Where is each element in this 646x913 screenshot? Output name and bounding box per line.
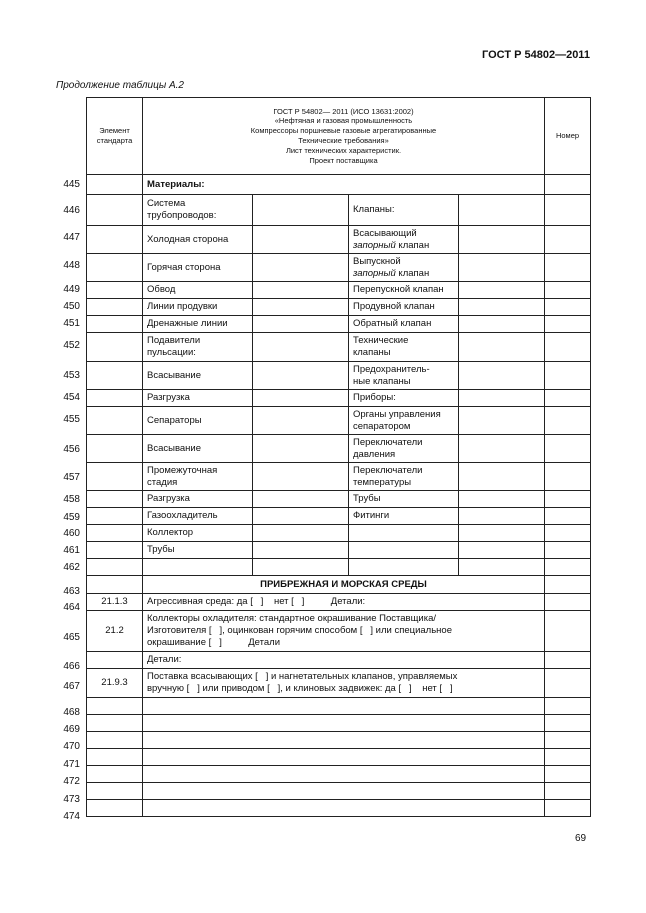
table-row bbox=[87, 175, 591, 195]
row-number: 455 bbox=[63, 414, 80, 425]
table-row: Разгрузка Трубы bbox=[87, 491, 591, 508]
row-number: 465 bbox=[63, 632, 80, 643]
page-number: 69 bbox=[575, 833, 587, 844]
table-row bbox=[87, 559, 591, 576]
header-line: «Нефтяная и газовая промышленность bbox=[274, 116, 413, 126]
empty-row bbox=[87, 766, 591, 783]
row-number: 474 bbox=[63, 811, 80, 822]
table-row: Система трубопроводов: Клапаны: bbox=[87, 195, 591, 226]
table-row: Дренажные линии Обратный клапан bbox=[87, 316, 591, 333]
row-number: 454 bbox=[63, 392, 80, 403]
table-row: Обвод Перепускной клапан bbox=[87, 282, 591, 299]
header-line: ГОСТ Р 54802— 2011 (ИСО 13631:2002) bbox=[273, 106, 414, 116]
row-number: 459 bbox=[63, 512, 80, 523]
header-line: Проект поставщика bbox=[309, 155, 378, 165]
table-row: Подавители пульсации: Технические клапаны bbox=[87, 333, 591, 362]
row-number: 456 bbox=[63, 444, 80, 455]
table-row: Всасывание Предохранитель- ные клапаны bbox=[87, 362, 591, 390]
table-row: 21.1.3 Агрессивная среда: да [ ] нет [ ] Детали: bbox=[87, 594, 591, 611]
empty-row bbox=[87, 715, 591, 732]
empty-row bbox=[87, 732, 591, 749]
row-number: 451 bbox=[63, 318, 80, 329]
empty-row bbox=[87, 698, 591, 715]
row-number: 473 bbox=[63, 794, 80, 805]
row-number: 461 bbox=[63, 545, 80, 556]
table-row: Холодная сторона Всасывающий запорный клапан bbox=[87, 226, 591, 254]
standard-element: 21.9.3 bbox=[87, 669, 143, 698]
row-number: 470 bbox=[63, 741, 80, 752]
header-line: стандарта bbox=[96, 136, 133, 145]
table-row: Сепараторы Органы управления сепаратором bbox=[87, 407, 591, 435]
header-line: Лист технических характеристик. bbox=[285, 145, 402, 155]
header-line: Элемент bbox=[99, 126, 130, 136]
table-row: Коллектор bbox=[87, 525, 591, 542]
table-row: Газоохладитель Фитинги bbox=[87, 508, 591, 525]
marine-section-title: ПРИБРЕЖНАЯ И МОРСКАЯ СРЕДЫ bbox=[143, 576, 545, 594]
table-row: Трубы bbox=[87, 542, 591, 559]
data-table bbox=[86, 97, 591, 817]
row-number: 464 bbox=[63, 602, 80, 613]
table-caption: Продолжение таблицы А.2 bbox=[56, 80, 184, 91]
table-row: Линии продувки Продувной клапан bbox=[87, 299, 591, 316]
table-row: Детали: bbox=[87, 652, 591, 669]
table-row: Разгрузка Приборы: bbox=[87, 390, 591, 407]
row-number: 466 bbox=[63, 661, 80, 672]
empty-row bbox=[87, 783, 591, 800]
table-row: Промежуточная стадия Переключатели температуры bbox=[87, 463, 591, 491]
row-number: 467 bbox=[63, 681, 80, 692]
standard-element: 21.2 bbox=[87, 611, 143, 652]
row-number: 462 bbox=[63, 562, 80, 573]
row-number: 458 bbox=[63, 494, 80, 505]
row-number: 453 bbox=[63, 370, 80, 381]
row-number: 447 bbox=[63, 232, 80, 243]
standard-element: 21.1.3 bbox=[87, 594, 143, 611]
row-number: 452 bbox=[63, 340, 80, 351]
table-row: Горячая сторона Выпускной запорный клапан bbox=[87, 254, 591, 282]
table-row: Всасывание Переключатели давления bbox=[87, 435, 591, 463]
row-number: 457 bbox=[63, 472, 80, 483]
number-column-header: Номер bbox=[545, 98, 591, 175]
row-number: 445 bbox=[63, 179, 80, 190]
row-number: 446 bbox=[63, 205, 80, 216]
row-number: 471 bbox=[63, 759, 80, 770]
row-number: 449 bbox=[63, 284, 80, 295]
table-row: 21.2 Коллекторы охладителя: стандартное окрашивание Поставщика/ Изготовителя [ ], оцинкован горячим способом [ ] или специальное окрашивание [ ] Детали bbox=[87, 611, 591, 652]
empty-row bbox=[87, 749, 591, 766]
table-row: 21.9.3 Поставка всасывающих [ ] и нагнетательных клапанов, управляемых вручную [ ] или приводом [ ], и клиновых задвижек: да [ ] нет [ ] bbox=[87, 669, 591, 698]
header-line: Технические требования» bbox=[298, 136, 389, 145]
row-number: 460 bbox=[63, 528, 80, 539]
row-number: 463 bbox=[63, 586, 80, 597]
sheet-title-header bbox=[143, 98, 545, 175]
row-number: 469 bbox=[63, 724, 80, 735]
row-number: 450 bbox=[63, 301, 80, 312]
header-line: Компрессоры поршневые газовые агрегатированные bbox=[250, 126, 437, 136]
element-column-header bbox=[87, 98, 143, 175]
row-number: 468 bbox=[63, 707, 80, 718]
row-number: 448 bbox=[63, 260, 80, 271]
document-header: ГОСТ Р 54802—2011 bbox=[482, 49, 590, 61]
materials-heading: Материалы: bbox=[143, 175, 545, 195]
empty-row bbox=[87, 800, 591, 817]
section-heading-row bbox=[87, 576, 591, 594]
row-number: 472 bbox=[63, 776, 80, 787]
table-header-row bbox=[87, 98, 591, 175]
